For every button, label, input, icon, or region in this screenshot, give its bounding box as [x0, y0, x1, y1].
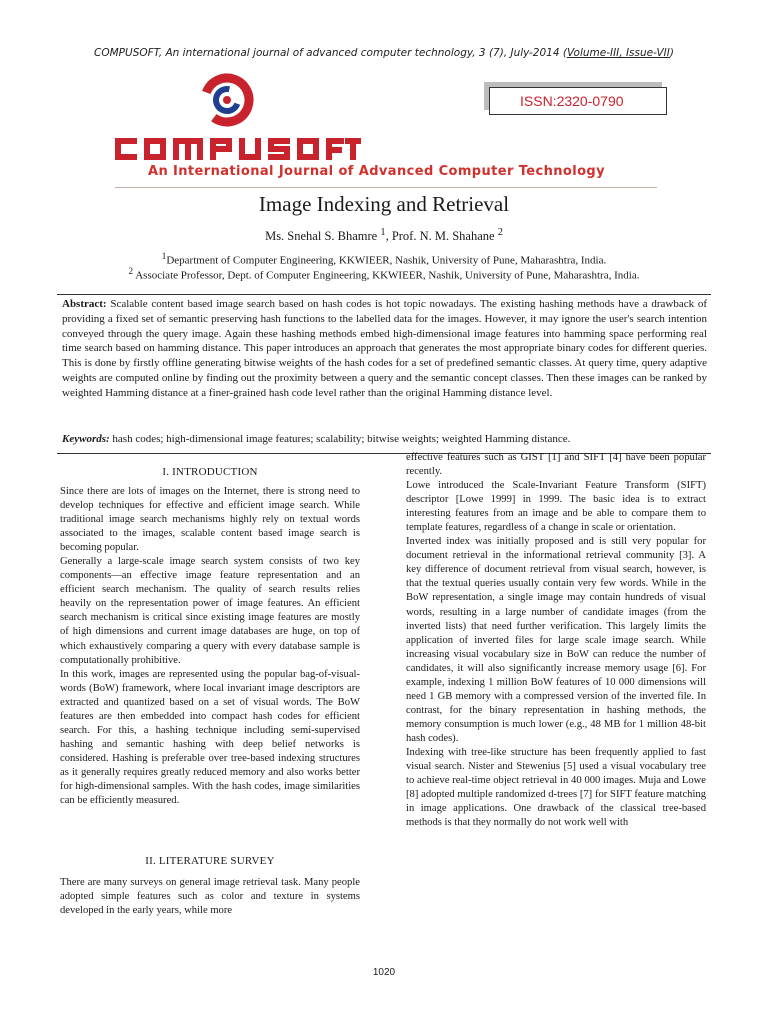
swirl-emblem-icon	[199, 72, 255, 128]
paragraph: Generally a large-scale image search system consists of two key components—an effective image feature representation and an efficient search mechanism. The quality of search results relies heavily on the representation power of image features. An efficient search mechanism is critical since existing image features are mostly of high dimensions and current image databases are huge, on top of which exhaustively comparing a query with every database sample is computationally prohibitive.	[60, 556, 360, 666]
abstract	[62, 297, 707, 401]
paper-authors: Ms. Snehal S. Bhamre $^1$, Prof. N. M. Shahane $^2$	[265, 227, 503, 244]
compusoft-wordmark-icon	[115, 138, 361, 160]
paragraph: Inverted index was initially proposed and is still very popular for document retrieval in the informational retrieval community [3]. A key difference of document retrieval from visual search, however, is that the textual queries usually contain very few words. While in the BoW representation, a single image may contain hundreds of visual words, resulting in a large number of candidate images (from the inverted lists) that need further verification. This largely limits the application of inverted files for large scale image search. While increasing visual vocabulary size in BoW can reduce the number of candidates, it will also significantly increase memory usage [6]. For example, indexing 1 million BoW features of 10 000 dimensions will need 1 GB memory with a compressed version of the inverted file. In contrast, for the binary representation in hashing methods, the memory consumption is much lower (e.g., 48 MB for 1 million 48-bit hash codes).	[406, 536, 706, 744]
journal-tagline: An International Journal of Advanced Computer Technology	[148, 164, 606, 179]
affiliation-1: $^1$Department of Computer Engineering, KKWIEER, Nashik, University of Pune, Maharashtra, India.	[161, 251, 607, 267]
volume-issue: Volume-III, Issue-VII	[566, 47, 670, 59]
page-number: 1020	[372, 967, 396, 978]
paragraph: Indexing with tree-like structure has been frequently applied to fast visual search. Nister and Stewenius [5] used a visual vocabulary tree to achieve real-time object retrieval in 40 000 images. Muja and Lowe [8] adopted multiple randomized d-trees [7] for SIFT feature matching in image applications. One drawback of the classical tree-based methods is that they normally do not work well with	[406, 746, 706, 829]
paragraph: In this work, images are represented using the popular bag-of-visual-words (BoW) framework, where local invariant image descriptors are extracted and quantized based on a set of visual words. The BoW features are then embedded into compact hash codes for efficient search. For this, a hashing technique including semi-supervised hashing and semantic hashing with deep belief networks is considered. Hashing is preferable over tree-based indexing structures as it generally requires greatly reduced memory and also works better for high-dimensional samples. With the hash codes, image similarities can be efficiently measured.	[60, 668, 360, 807]
keywords	[62, 432, 707, 446]
tagline-divider	[115, 187, 657, 188]
section-heading-introduction: I. INTRODUCTION	[162, 466, 258, 478]
issn-box: ISSN:2320-0790	[489, 87, 667, 115]
paper-title: Image Indexing and Retrieval	[258, 192, 510, 216]
compusoft-logo	[112, 70, 362, 166]
journal-header: COMPUSOFT, An international journal of advanced computer technology, 3 (7), July-2014 (Volume-III, Issue-VII)	[94, 47, 674, 59]
keywords-label: Keywords:	[62, 433, 110, 445]
paragraph: There are many surveys on general image retrieval task. Many people adopted simple features such as color and texture in systems developed in the early years, while more	[60, 877, 360, 917]
abstract-top-rule	[57, 294, 711, 295]
journal-citation: COMPUSOFT, An international journal of advanced computer technology, 3 (7), July-2014 (	[94, 47, 567, 59]
intro-column	[60, 485, 360, 808]
paragraph: effective features such as GIST [1] and SIFT [4] have been popular recently.	[406, 452, 706, 478]
paragraph: Since there are lots of images on the Internet, there is strong need to develop techniques for effective and efficient image search. While traditional image search mechanisms highly rely on textual words associated to the images, scalable content based image search is becoming popular.	[60, 486, 360, 554]
right-column	[406, 451, 706, 830]
affiliation-2: $^2$ Associate Professor, Dept. of Computer Engineering, KKWIEER, Nashik, University of Pune, Maharashtra, India.	[128, 266, 640, 282]
section-heading-literature-survey: II. LITERATURE SURVEY	[145, 855, 275, 867]
abstract-text: Scalable content based image search based on hash codes is hot topic nowadays. The existing hashing methods have a drawback of providing a fixed set of semantic preserving hash functions to the labelled data for the images. However, it may ignore the user's search intention conveyed through the query image. Again these hashing methods embed high-dimensional image features into hamming space performing real time search based on hamming distance. This paper introduces an approach that generates the most appropriate binary codes for different queries. This is done by firstly offline generating bitwise weights of the hash codes for a set of predefined semantic classes. At query time, query adaptive weights are computed online by finding out the proximity between a query and the semantic concept classes. Then these images can be ranked by weighted Hamming distance at a finer-grained hash code level rather than the original Hamming distance level.	[62, 298, 707, 399]
abstract-label: Abstract:	[62, 298, 107, 310]
keywords-text: hash codes; high-dimensional image features; scalability; bitwise weights; weighted Hamming distance.	[109, 433, 571, 445]
paragraph: Lowe introduced the Scale-Invariant Feature Transform (SIFT) descriptor [Lowe 1999] in 1999. The basic idea is to extract interesting features from an image and be able to compare them to template features, regardless of a change in scale or orientation.	[406, 480, 706, 534]
